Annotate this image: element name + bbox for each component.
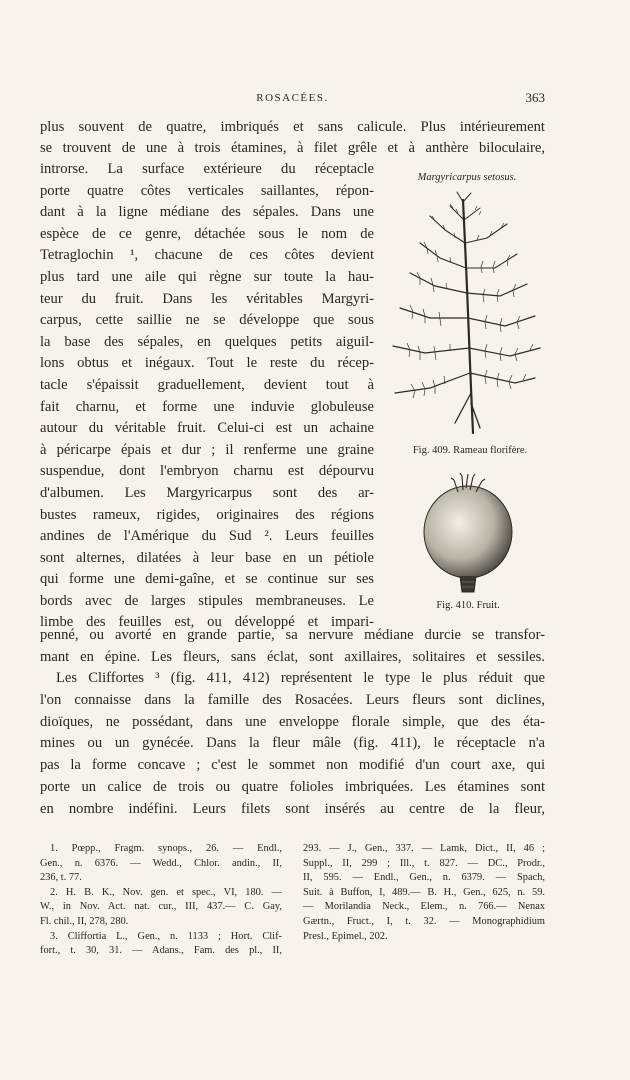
- footnote-line: 1. Pœpp., Fragm. synops., 26. — Endl.,: [50, 843, 282, 854]
- body-line: dant à la ligne médiane des sépales. Dans une: [40, 204, 374, 221]
- footnotes-left-column: [40, 842, 282, 959]
- footnote-line: Fl. chil., II, 278, 280.: [40, 915, 129, 927]
- body-line: bustes rameux, rigides, originaires des régions: [40, 506, 374, 523]
- body-line: tacle s'épaissit graduellement, devient tout à: [40, 376, 374, 393]
- body-line: mant en épine. Les fleurs, sans éclat, sont axillaires, solitaires et sessiles.: [40, 648, 545, 665]
- figure-409-title: Margyricarpus setosus.: [417, 172, 517, 183]
- figure-409-caption: Fig. 409. Rameau florifère.: [412, 445, 528, 456]
- body-line: teur du fruit. Dans les véritables Margyri-: [40, 290, 374, 307]
- body-line: plus tard une aile qui règne sur toute la hau-: [40, 268, 374, 285]
- footnote-line: II, 595. — Endl., Gen., n. 6379. — Spach,: [303, 872, 545, 884]
- body-line: penné, ou avorté en grande partie, sa nervure médiane durcie se transfor-: [40, 627, 545, 643]
- footnote-line: 2. H. B. K., Nov. gen. et spec., VI, 180. —: [50, 886, 282, 898]
- body-line: carpus, cette saillie ne se développe que sous: [40, 312, 374, 329]
- body-line: suspendue, dont l'embryon charnu est dépourvu: [40, 463, 374, 480]
- figure-410-fruit-illustration: [418, 470, 518, 600]
- body-line: se trouvent de une à trois étamines, à filet grêle et à anthère biloculaire,: [40, 140, 545, 156]
- footnote-line: Presl., Epimel., 202.: [303, 930, 388, 942]
- body-line: autour du véritable fruit. Celui-ci est un achaine: [40, 420, 374, 437]
- body-line: Les Cliffortes ³ (fig. 411, 412) représentent le type le plus réduit que: [56, 670, 545, 687]
- body-line: l'on connaisse dans la famille des Rosacées. Leurs fleurs sont diclines,: [40, 692, 545, 709]
- body-line: dioïques, ne possédant, dans une enveloppe florale simple, que des éta-: [40, 713, 545, 730]
- footnote-line: W., in Nov. Act. nat. cur., III, 437.— C. Gay,: [40, 901, 282, 913]
- footnote-line: fort., t. 30, 31. — Adans., Fam. des pl., II,: [40, 945, 282, 957]
- footnote-line: Gen., n. 6376. — Wedd., Chlor. andin., II,: [40, 857, 282, 869]
- body-line: fait charnu, et forme une induvie globuleuse: [40, 398, 374, 415]
- body-line: Tetraglochin ¹, chacune de ces côtes devient: [40, 247, 374, 264]
- body-line: mines ou un gynécée. Dans la fleur mâle (fig. 411), le réceptacle n'a: [40, 735, 545, 752]
- body-line: la base des sépales, en quelques petits aiguil-: [40, 333, 374, 350]
- footnotes-right-column: [303, 842, 545, 944]
- body-line: limbe des feuilles est, ou développé et impari-: [40, 614, 374, 631]
- body-line: qui forme une demi-gaîne, et se continue sur ses: [40, 571, 374, 588]
- footnote-line: Gærtn., Fruct., I, t. 32. — Monographidium: [303, 915, 545, 927]
- running-head: ROSACÉES.: [256, 92, 329, 104]
- body-left-column: [40, 159, 374, 634]
- body-line: porte un calice de trois ou quatre folioles imbriquées. Les étamines sont: [40, 778, 545, 795]
- footnote-line: 293. — J., Gen., 337. — Lamk, Dict., II, 46 ;: [303, 843, 545, 854]
- page-number: 363: [525, 90, 545, 105]
- body-line: introrse. La surface extérieure du réceptacle: [40, 161, 374, 177]
- figure-410-caption: Fig. 410. Fruit.: [436, 600, 500, 611]
- footnote-line: Suppl., II, 299 ; Ill., t. 827. — DC., Prodr.,: [303, 857, 545, 869]
- body-line: à péricarpe épais et dur ; il renferme une graine: [40, 441, 374, 458]
- body-line: d'albumen. Les Margyricarpus sont des ar-: [40, 484, 374, 501]
- figure-409-branch-illustration: [385, 188, 545, 438]
- body-line: bords avec de larges stipules membraneuses. Le: [40, 592, 374, 609]
- body-line: en nombre indéfini. Leurs filets sont insérés au centre de la fleur,: [40, 800, 545, 817]
- page-header: [40, 90, 545, 108]
- body-line: espèce de ce genre, détachée sous le nom de: [40, 225, 374, 242]
- footnote-line: Suit. à Buffon, I, 489.— B. H., Gen., 625, n. 59.: [303, 886, 545, 898]
- body-line: andines de l'Amérique du Sud ². Leurs feuilles: [40, 528, 374, 545]
- body-line: sont alternes, dilatées à leur base en un pétiole: [40, 549, 374, 566]
- footnote-line: 3. Cliffortia L., Gen., n. 1133 ; Hort. Clif-: [50, 930, 282, 942]
- body-lower-text: [40, 625, 545, 820]
- body-line: lons obtus et inégaux. Tout le reste du récep-: [40, 355, 374, 372]
- body-line: plus souvent de quatre, imbriqués et sans calicule. Plus intérieurement: [40, 119, 545, 135]
- footnote-line: 236, t. 77.: [40, 872, 82, 884]
- body-line: porte quatre côtes verticales saillantes, répon-: [40, 182, 374, 199]
- footnote-line: — Morilandia Neck., Elem., n. 766.— Nenax: [303, 901, 545, 913]
- body-line: pas la forme concave ; c'est le sommet non modifié d'un court axe, qui: [40, 757, 545, 774]
